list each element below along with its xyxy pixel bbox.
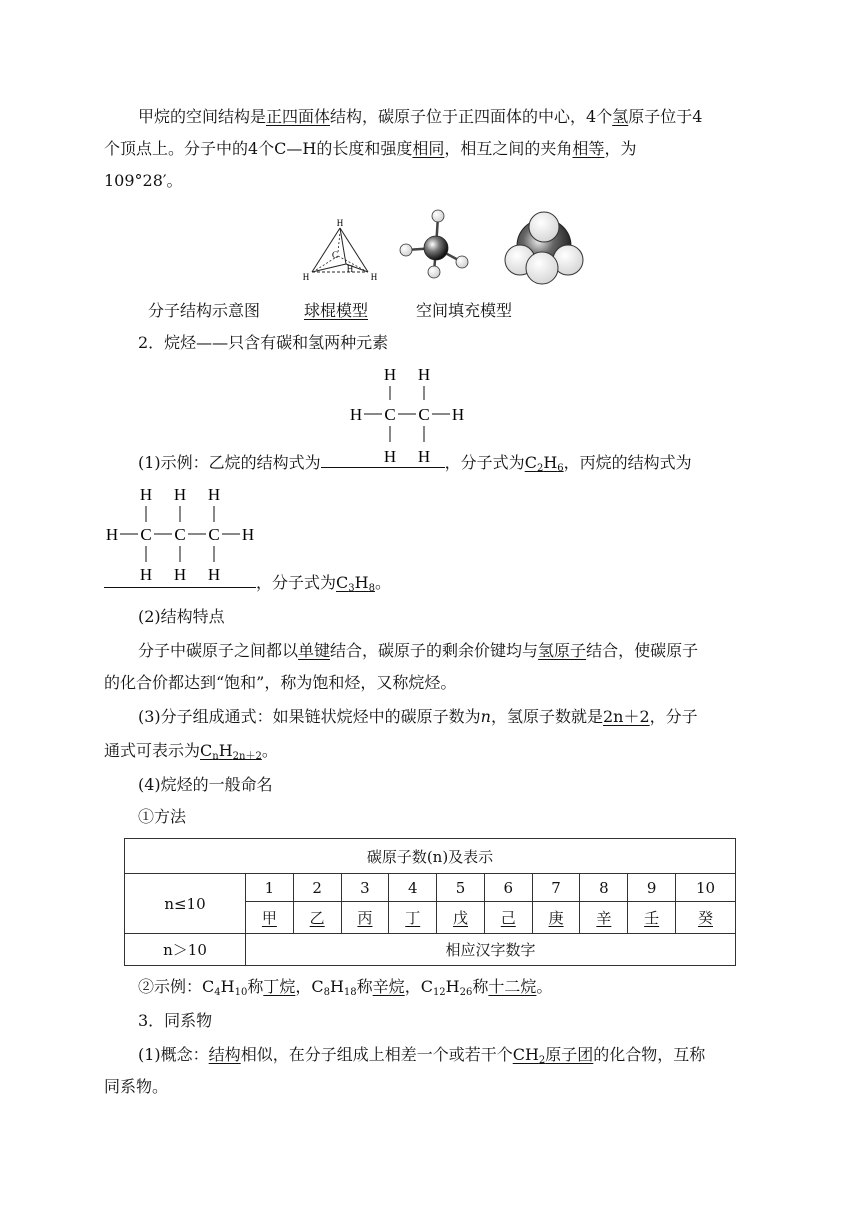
atom-h: H	[139, 565, 153, 584]
table-number: 3	[341, 874, 389, 902]
table-header: 碳原子数(n)及表示	[125, 839, 736, 874]
text: ，为	[604, 139, 637, 158]
row-label-gt10: n＞10	[125, 934, 246, 966]
table-char: 丁	[389, 902, 437, 934]
atom-h: H	[370, 272, 378, 282]
table-number: 9	[628, 874, 676, 902]
table-char: 癸	[676, 902, 736, 934]
hydrogen-ball	[400, 244, 412, 256]
homolog-line1: (1)概念：结构相似，在分子组成上相差一个或若干个$CH_2$原子团的化合物，互称	[138, 1045, 706, 1066]
text: 结构，碳原子位于正四面体的中心，4个	[330, 107, 613, 126]
text: ，丙烷的结构式为	[563, 453, 692, 472]
example-2-line: ，分子式为$C_3H_8$。	[104, 572, 391, 594]
method-heading: ①方法	[138, 807, 187, 826]
table-char: 戊	[437, 902, 485, 934]
answer-ch2-group: $CH_2$原子团	[512, 1045, 594, 1066]
text: 甲烷的空间结构是	[138, 107, 267, 126]
hydrogen-ball	[428, 266, 440, 278]
general-formula-line1: (3)分子组成通式：如果链状烷烃中的碳原子数为n，氢原子数就是2n＋2，分子	[138, 707, 698, 726]
naming-table	[124, 838, 736, 966]
table-char: 辛	[580, 902, 628, 934]
answer-butane: 丁烷	[263, 977, 296, 996]
hydrogen-ball	[432, 210, 444, 222]
atom-h: H	[346, 264, 354, 274]
answer-propane-formula: $C_3H_8$	[336, 573, 375, 594]
text: 个顶点上。分子中的4个C—H的长度和强度	[104, 139, 413, 158]
atom-h: H	[302, 272, 310, 282]
methane-para-line1	[138, 106, 702, 128]
naming-examples: ②示例：$C_4H_{10}$称丁烷，$C_8H_{18}$称辛烷，$C_{12}H_{26}$称十二烷。	[138, 977, 553, 998]
table-char: 甲	[246, 902, 294, 934]
answer-tetrahedron: 正四面体	[266, 107, 331, 126]
table-char: 丙	[341, 902, 389, 934]
general-formula-line2: 通式可表示为$C_nH_{2n+2}$。	[104, 741, 278, 762]
table-char: 庚	[532, 902, 580, 934]
table-number: 7	[532, 874, 580, 902]
table-number: 1	[246, 874, 294, 902]
text: (1)示例：乙烷的结构式为	[138, 453, 321, 472]
section-2-heading: 2．烷烃——只含有碳和氢两种元素	[138, 333, 389, 352]
methane-structure-diagram	[298, 214, 382, 286]
text: ，相互之间的夹角	[444, 139, 573, 158]
answer-structure: 结构	[208, 1045, 241, 1064]
atom-c: C	[418, 405, 430, 424]
text: 原子位于4	[628, 107, 703, 126]
atom-h: H	[383, 447, 397, 466]
row-value-gt10: 相应汉字数字	[246, 934, 736, 966]
features-line2: 的化合价都达到“饱和”，称为饱和烃，又称烷烃。	[104, 673, 457, 692]
ball-stick-model	[396, 208, 476, 284]
row-label-le10: n≤10	[125, 874, 246, 934]
atom-h: H	[417, 365, 431, 384]
table-number: 8	[580, 874, 628, 902]
atom-h: H	[383, 365, 397, 384]
features-heading: (2)结构特点	[138, 607, 225, 626]
space-filling-model	[500, 208, 590, 288]
methane-para-line3: 109°28′。	[104, 171, 183, 190]
features-line1: 分子中碳原子之间都以单键结合，碳原子的剩余价键均与氢原子结合，使碳原子	[138, 641, 699, 660]
table-number: 10	[676, 874, 736, 902]
atom-h: H	[241, 525, 255, 544]
atom-h: H	[173, 485, 187, 504]
atom-h: H	[207, 485, 221, 504]
table-number: 4	[389, 874, 437, 902]
table-char: 乙	[293, 902, 341, 934]
naming-heading: (4)烷烃的一般命名	[138, 775, 273, 794]
atom-h: H	[207, 565, 221, 584]
caption-structure-diagram: 分子结构示意图	[148, 301, 261, 320]
table-number: 6	[484, 874, 532, 902]
table-char: 己	[484, 902, 532, 934]
ethane-structural-formula	[344, 362, 474, 466]
hydrogen-ball	[456, 256, 468, 268]
hydrogen-sphere	[526, 252, 558, 284]
atom-c: C	[174, 525, 186, 544]
caption-ball-stick: 球棍模型	[304, 301, 369, 320]
atom-c: C	[331, 250, 339, 260]
text: ，分子式为	[444, 453, 525, 472]
table-number: 5	[437, 874, 485, 902]
atom-h: H	[105, 525, 119, 544]
answer-general-formula: $C_nH_{2n+2}$	[200, 741, 262, 762]
atom-h: H	[451, 405, 465, 424]
methane-para-line2	[104, 138, 636, 160]
answer-ethane-formula: $C_2H_6$	[524, 453, 564, 474]
atom-c: C	[384, 405, 396, 424]
homolog-line2: 同系物。	[104, 1077, 169, 1096]
carbon-ball	[424, 236, 448, 260]
caption-space-filling: 空间填充模型	[416, 301, 513, 320]
answer-hydrogen: 氢	[612, 107, 629, 126]
answer-single-bond: 单键	[298, 641, 331, 660]
atom-h: H	[139, 485, 153, 504]
example-1-line	[138, 452, 692, 474]
answer-same: 相同	[412, 139, 445, 158]
atom-h: H	[336, 218, 344, 228]
hydrogen-sphere	[529, 212, 559, 242]
answer-dodecane: 十二烷	[488, 977, 537, 996]
table-number: 2	[293, 874, 341, 902]
propane-structural-formula	[100, 482, 264, 586]
text: ，分子式为	[256, 573, 337, 592]
section-3-heading: 3．同系物	[138, 1011, 213, 1030]
answer-hydrogen-count: 2n＋2	[603, 707, 650, 726]
table-char: 壬	[628, 902, 676, 934]
atom-h: H	[173, 565, 187, 584]
answer-octane: 辛烷	[372, 977, 405, 996]
answer-blank-ethane	[321, 453, 445, 468]
atom-c: C	[208, 525, 220, 544]
atom-h: H	[417, 447, 431, 466]
answer-equal: 相等	[572, 139, 605, 158]
answer-hydrogen-atom: 氢原子	[538, 641, 587, 660]
answer-blank-propane	[104, 573, 256, 588]
atom-h: H	[349, 405, 363, 424]
atom-c: C	[140, 525, 152, 544]
